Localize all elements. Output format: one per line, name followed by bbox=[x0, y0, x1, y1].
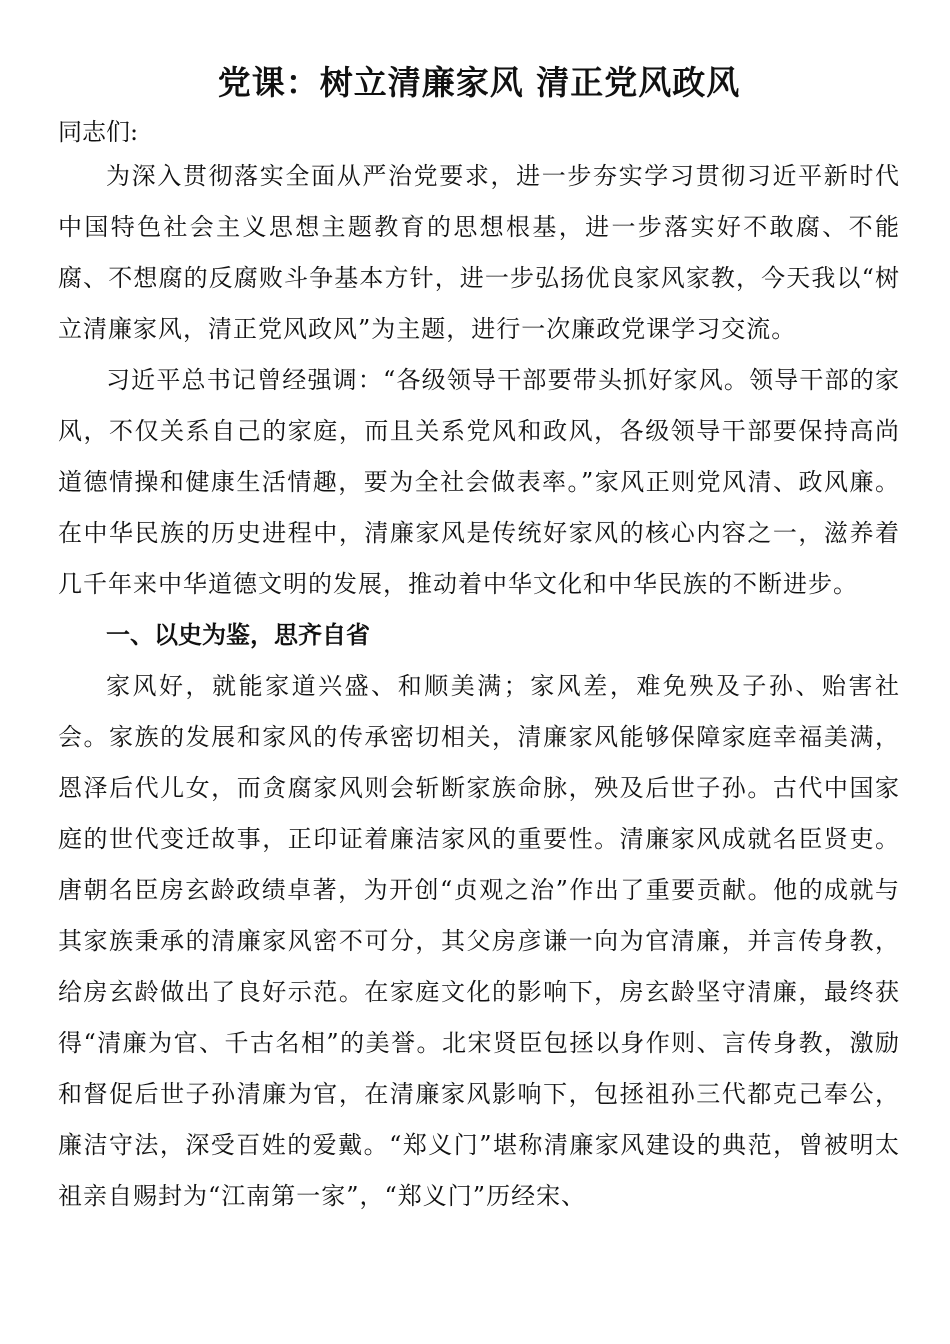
section-heading: 一、以史为鉴，思齐自省 bbox=[106, 621, 370, 649]
quote-paragraph: 习近平总书记曾经强调：“各级领导干部要带头抓好家风。领导干部的家风，不仅关系自己的家庭，而且关系党风和政风，各级领导干部要保持高尚道德情操和健康生活情趣，要为全社会做表率。”家风正则党风清、政风廉。在中华民族的历史进程中，清廉家风是传统好家风的核心内容之一，滋养着几千年来中华道德文明的发展，推动着中华文化和中华民族的不断进步。 bbox=[58, 366, 900, 598]
salutation: 同志们: bbox=[58, 118, 139, 146]
intro-paragraph: 为深入贯彻落实全面从严治党要求，进一步夯实学习贯彻习近平新时代中国特色社会主义思想主题教育的思想根基，进一步落实好不敢腐、不能腐、不想腐的反腐败斗争基本方针，进一步弘扬优良家风家教，今天我以“树立清廉家风，清正党风政风”为主题，进行一次廉政党课学习交流。 bbox=[58, 162, 900, 343]
section-paragraph: 家风好，就能家道兴盛、和顺美满；家风差，难免殃及子孙、贻害社会。家族的发展和家风的传承密切相关，清廉家风能够保障家庭幸福美满，恩泽后代儿女，而贪腐家风则会斩断家族命脉，殃及后世子孙。古代中国家庭的世代变迁故事，正印证着廉洁家风的重要性。清廉家风成就名臣贤吏。唐朝名臣房玄龄政绩卓著，为开创“贞观之治”作出了重要贡献。他的成就与其家族秉承的清廉家风密不可分，其父房彦谦一向为官清廉，并言传身教，给房玄龄做出了良好示范。在家庭文化的影响下，房玄龄坚守清廉，最终获得“清廉为官、千古名相”的美誉。北宋贤臣包拯以身作则、言传身教，激励和督促后世子孙清廉为官，在清廉家风影响下，包拯祖孙三代都克己奉公，廉洁守法，深受百姓的爱戴。“郑义门”堪称清廉家风建设的典范，曾被明太祖亲自赐封为“江南第一家”，“郑义门”历经宋、 bbox=[58, 672, 900, 1210]
document-title: 党课：树立清廉家风 清正党风政风 bbox=[217, 63, 741, 102]
document-page bbox=[58, 58, 900, 1222]
